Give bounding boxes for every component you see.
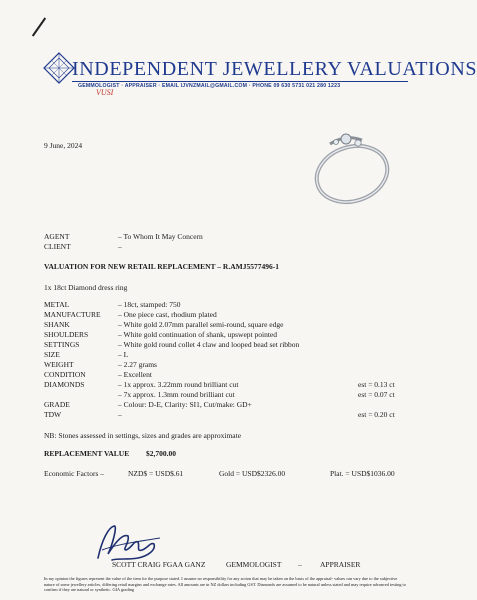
spec-value: – White gold round collet 4 claw and looped bead set ribbon — [118, 340, 300, 349]
valuation-heading: VALUATION FOR NEW RETAIL REPLACEMENT – R.AMJ5577496-1 — [44, 262, 279, 271]
party-value: – — [118, 241, 122, 251]
document-date: 9 June, 2024 — [44, 141, 83, 150]
spec-value: – 1x approx. 3.22mm round brilliant cut — [118, 380, 239, 389]
signatory-separator: – — [298, 560, 302, 569]
assessment-note: NB: Stones assessed in settings, sizes and grades are approximate — [44, 431, 242, 440]
spec-label: MANUFACTURE — [44, 310, 101, 319]
spec-value: – White gold continuation of shank, upswept pointed — [118, 330, 278, 339]
spec-label: CONDITION — [44, 370, 86, 379]
brand-name: INDEPENDENT JEWELLERY VALUATIONS — [72, 58, 477, 80]
handwritten-mark: VUSI — [96, 88, 114, 97]
signatory-name: SCOTT CRAIG FGAA GANZ — [112, 560, 206, 569]
spec-value: – One piece cast, rhodium plated — [118, 310, 217, 319]
spec-estimate: est = 0.20 ct — [358, 410, 395, 419]
spec-label: SHANK — [44, 320, 70, 329]
spec-label: GRADE — [44, 400, 70, 409]
spec-estimate: est = 0.13 ct — [358, 380, 395, 389]
spec-value: – Excellent — [118, 370, 152, 379]
replacement-value-label: REPLACEMENT VALUE — [44, 449, 130, 458]
spec-label: DIAMONDS — [44, 380, 85, 389]
spec-label: SHOULDERS — [44, 330, 89, 339]
replacement-value-amount: $2,700.00 — [146, 449, 176, 458]
platinum-price: Plat. = USD$1036.00 — [330, 469, 395, 478]
spec-value: – L — [118, 350, 129, 359]
spec-label: SETTINGS — [44, 340, 80, 349]
party-label: CLIENT — [44, 241, 71, 251]
brand-contact-line: GEMMOLOGIST · APPRAISER · EMAIL IJVNZMAIL@GMAIL.COM · PHONE 09 630 5731 021 280 1223 — [78, 83, 341, 89]
exchange-rate: NZD$ = USD$.61 — [128, 469, 184, 478]
spec-value: – 18ct, stamped: 750 — [118, 300, 181, 309]
spec-label: SIZE — [44, 350, 60, 359]
spec-value: – 7x approx. 1.3mm round brilliant cut — [118, 390, 235, 399]
economic-factors-label: Economic Factors – — [44, 469, 104, 478]
spec-value: – White gold 2.07mm parallel semi-round, square edge — [118, 320, 284, 329]
item-description: 1x 18ct Diamond dress ring — [44, 283, 128, 292]
party-value: – To Whom It May Concern — [118, 232, 203, 241]
diamond-logo-icon — [42, 51, 76, 85]
pen-slash-mark — [32, 17, 46, 36]
spec-value: – — [118, 410, 122, 419]
spec-value: – 2.27 grams — [118, 360, 157, 369]
signature-mark — [88, 520, 168, 564]
ring-photo — [300, 120, 395, 210]
signatory-title: GEMMOLOGIST — [226, 560, 282, 569]
gold-price: Gold = USD$2326.00 — [219, 469, 286, 478]
disclaimer-text: In my opinion the figures represent the value of the item for the purpose stated. I assume no responsibility for any action that may be taken on the basis of the appraisal- values can vary due to the subjective nature of some jewellery articles, differing retail margins and exchange rates. All amounts are in NZ dollars including GST. Diamonds are assumed to be natural unless stated and may require advanced testing to confirm if they are natural or synthetic. GIA grading — [44, 576, 406, 593]
party-label: AGENT — [44, 232, 70, 241]
spec-label: WEIGHT — [44, 360, 74, 369]
brand-underline — [72, 81, 408, 82]
signatory-role: APPRAISER — [320, 560, 361, 569]
spec-estimate: est = 0.07 ct — [358, 390, 395, 399]
spec-label: METAL — [44, 300, 70, 309]
spec-label: TDW — [44, 410, 62, 419]
spec-value: – Colour: D-E, Clarity: SI1, Cut/make: GD+ — [118, 400, 252, 409]
